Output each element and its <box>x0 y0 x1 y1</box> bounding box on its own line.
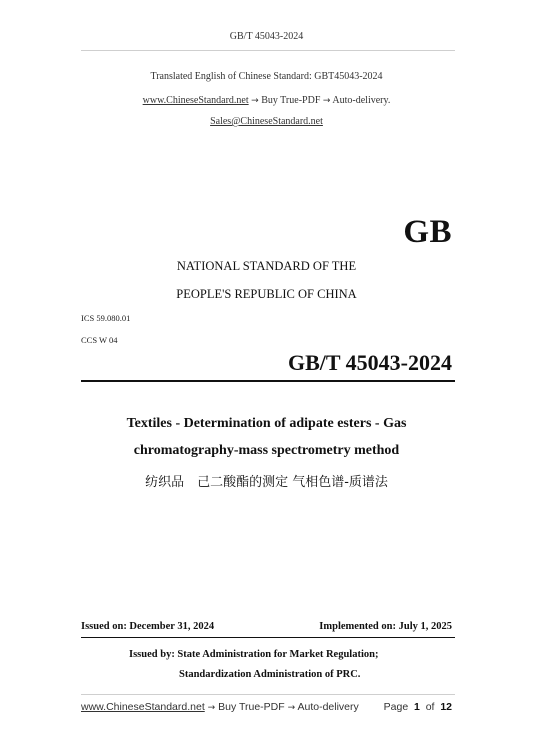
ccs-code: CCS W 04 <box>81 335 118 345</box>
page-current: 1 <box>414 701 420 713</box>
delivery-text: Auto-delivery. <box>332 95 391 106</box>
national-line-1: NATIONAL STANDARD OF THE <box>176 259 357 273</box>
issued-on: Issued on: December 31, 2024 <box>81 621 215 632</box>
page-total: 12 <box>440 701 452 713</box>
arrow-right-icon: → <box>287 703 296 713</box>
header-divider <box>81 50 455 51</box>
buy-text: Buy True-PDF <box>261 95 321 106</box>
page-word: Page <box>383 701 409 713</box>
site-link[interactable]: www.ChineseStandard.net <box>142 95 249 106</box>
arrow-right-icon: → <box>251 96 259 106</box>
page-indicator <box>384 701 452 713</box>
standard-code: GB/T 45043-2024 <box>287 350 452 375</box>
purchase-line <box>0 95 533 106</box>
footer-site-link[interactable]: www.ChineseStandard.net <box>81 701 205 713</box>
arrow-right-icon: → <box>322 96 331 106</box>
arrow-right-icon: → <box>207 703 216 713</box>
email-line <box>0 116 533 127</box>
footer-delivery-text: Auto-delivery <box>297 701 359 713</box>
footer-buy-text: Buy True-PDF <box>218 701 285 713</box>
sales-email-link[interactable]: Sales@ChineseStandard.net <box>210 116 323 127</box>
ics-code: ICS 59.080.01 <box>81 313 131 323</box>
code-rule <box>81 380 455 382</box>
title-line-2: chromatography-mass spectrometry method <box>133 443 400 458</box>
title-line-1: Textiles - Determination of adipate esters - Gas <box>126 416 407 431</box>
issued-by <box>129 645 378 685</box>
dates-rule <box>81 637 455 638</box>
gb-mark: GB <box>403 214 452 250</box>
issued-by-line-1: Issued by: State Administration for Market Regulation; <box>129 649 379 660</box>
implemented-on: Implemented on: July 1, 2025 <box>319 621 452 632</box>
issued-by-line-2: Standardization Administration of PRC. <box>179 669 361 680</box>
footer-divider <box>81 694 455 695</box>
running-header: GB/T 45043-2024 <box>229 31 304 42</box>
translation-note: Translated English of Chinese Standard: GBT45043-2024 <box>150 71 383 82</box>
title-chinese: 纺织品 己二酸酯的测定 气相色谱-质谱法 <box>145 475 388 490</box>
page-of: of <box>425 701 435 713</box>
footer-links <box>81 701 359 713</box>
national-line-2: PEOPLE'S REPUBLIC OF CHINA <box>176 287 357 301</box>
